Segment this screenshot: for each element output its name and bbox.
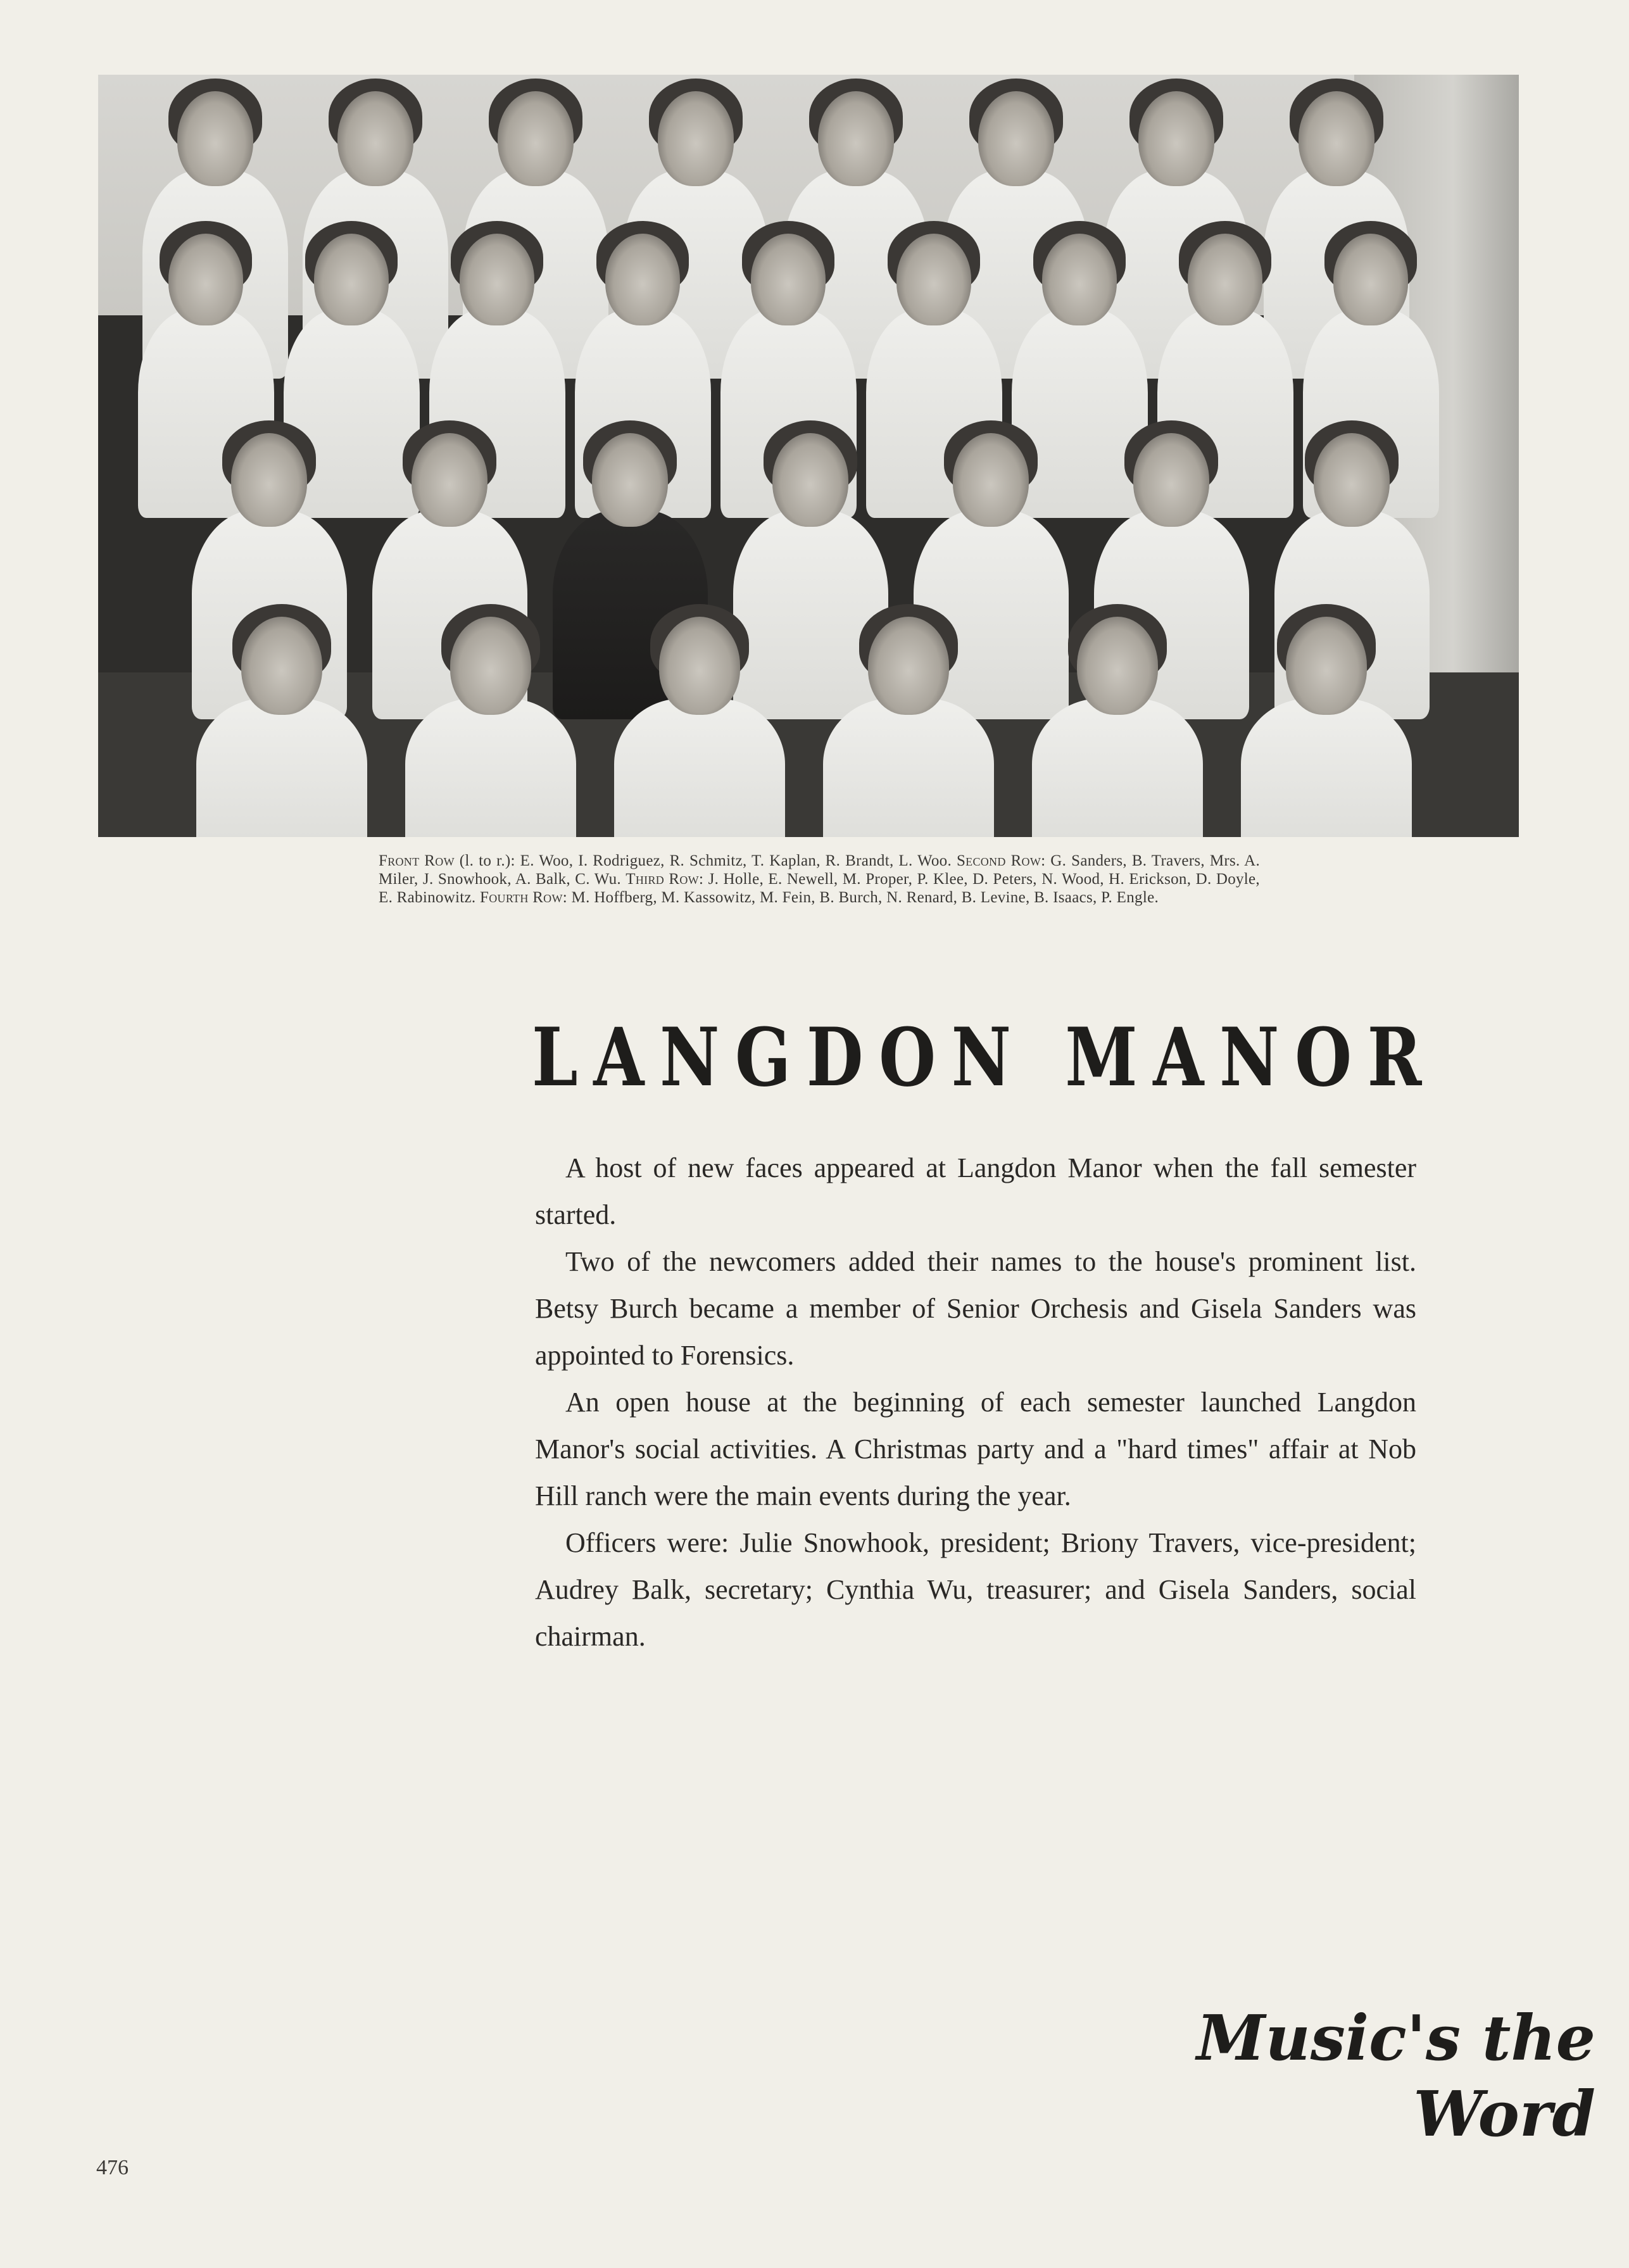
photo-person-face bbox=[1042, 234, 1117, 325]
photo-person-face bbox=[168, 234, 243, 325]
photo-person-face bbox=[460, 234, 534, 325]
article-paragraph: A host of new faces appeared at Langdon Manor when the fall semester started. bbox=[535, 1152, 1416, 1230]
photo-person-face bbox=[177, 91, 253, 186]
photo-person-face bbox=[1286, 617, 1367, 715]
photo-person-face bbox=[658, 91, 734, 186]
photo-person-face bbox=[498, 91, 574, 186]
photo-person-face bbox=[953, 433, 1029, 527]
photo-person-face bbox=[605, 234, 680, 325]
photo-person-body bbox=[823, 698, 994, 837]
article-body bbox=[535, 1145, 1416, 1660]
photo-person-face bbox=[818, 91, 894, 186]
caption-second-row-label: Second Row bbox=[956, 852, 1041, 869]
photo-person-face bbox=[896, 234, 971, 325]
photo-person-face bbox=[592, 433, 668, 527]
photo-person-face bbox=[659, 617, 740, 715]
article-paragraph: Two of the newcomers added their names to the house's prominent list. Betsy Burch became a member of Senior Orchesis and Gisela Sanders was appointed to Forensics. bbox=[535, 1246, 1416, 1371]
photo-person-face bbox=[1077, 617, 1158, 715]
photo-person-body bbox=[733, 510, 888, 719]
photo-caption bbox=[379, 852, 1260, 907]
photo-person-face bbox=[978, 91, 1054, 186]
page-number: 476 bbox=[96, 2156, 129, 2179]
section-tagline: Music's the Word bbox=[1197, 2002, 1595, 2151]
group-photo bbox=[98, 75, 1519, 837]
photo-person-face bbox=[314, 234, 389, 325]
caption-third-row-names: : J. Holle, E. Newell, M. Proper, P. Klee, D. Peters, N. Wood, H. Erickson, D. Doyle, E. Rabinowitz. bbox=[379, 871, 1260, 906]
photo-person-face bbox=[412, 433, 487, 527]
photo-person-face bbox=[1314, 433, 1390, 527]
photo-person-face bbox=[337, 91, 413, 186]
caption-second-row-names: : G. Sanders, B. Travers, Mrs. A. Miler, J. Snowhook, A. Balk, C. Wu. bbox=[379, 852, 1260, 888]
photo-person-face bbox=[1188, 234, 1262, 325]
caption-third-row-label: Third Row bbox=[626, 871, 699, 888]
photo-person-face bbox=[241, 617, 322, 715]
photo-person-face bbox=[1333, 234, 1408, 325]
caption-front-row-label: Front Row bbox=[379, 852, 455, 869]
photo-person-face bbox=[1299, 91, 1374, 186]
photo-person-face bbox=[450, 617, 531, 715]
photo-person-body bbox=[614, 698, 785, 837]
caption-front-row-names: (l. to r.): E. Woo, I. Rodriguez, R. Schmitz, T. Kaplan, R. Brandt, L. Woo. bbox=[454, 852, 957, 869]
photo-person-face bbox=[751, 234, 826, 325]
page-title: LANGDON MANOR bbox=[532, 1011, 1438, 1104]
caption-fourth-row-label: Fourth Row bbox=[480, 889, 563, 906]
photo-person-body bbox=[405, 698, 576, 837]
photo-person-face bbox=[231, 433, 307, 527]
photo-person-body bbox=[1241, 698, 1412, 837]
photo-person-face bbox=[868, 617, 949, 715]
photo-person-face bbox=[1133, 433, 1209, 527]
photo-person-body bbox=[196, 698, 367, 837]
article-paragraph: An open house at the beginning of each semester launched Langdon Manor's social activities. A Christmas party and a "hard times" affair at Nob Hill ranch were the main events during the year. bbox=[535, 1387, 1416, 1511]
photo-person-face bbox=[1138, 91, 1214, 186]
photo-person-body bbox=[1012, 309, 1148, 518]
caption-fourth-row-names: : M. Hoffberg, M. Kassowitz, M. Fein, B. Burch, N. Renard, B. Levine, B. Isaacs, P. Engle. bbox=[562, 889, 1159, 906]
photo-person-body bbox=[1032, 698, 1203, 837]
article-paragraph: Officers were: Julie Snowhook, president; Briony Travers, vice-president; Audrey Balk, secretary; Cynthia Wu, treasurer; and Gisela Sanders, social chairman. bbox=[535, 1527, 1416, 1652]
photo-person-face bbox=[772, 433, 848, 527]
